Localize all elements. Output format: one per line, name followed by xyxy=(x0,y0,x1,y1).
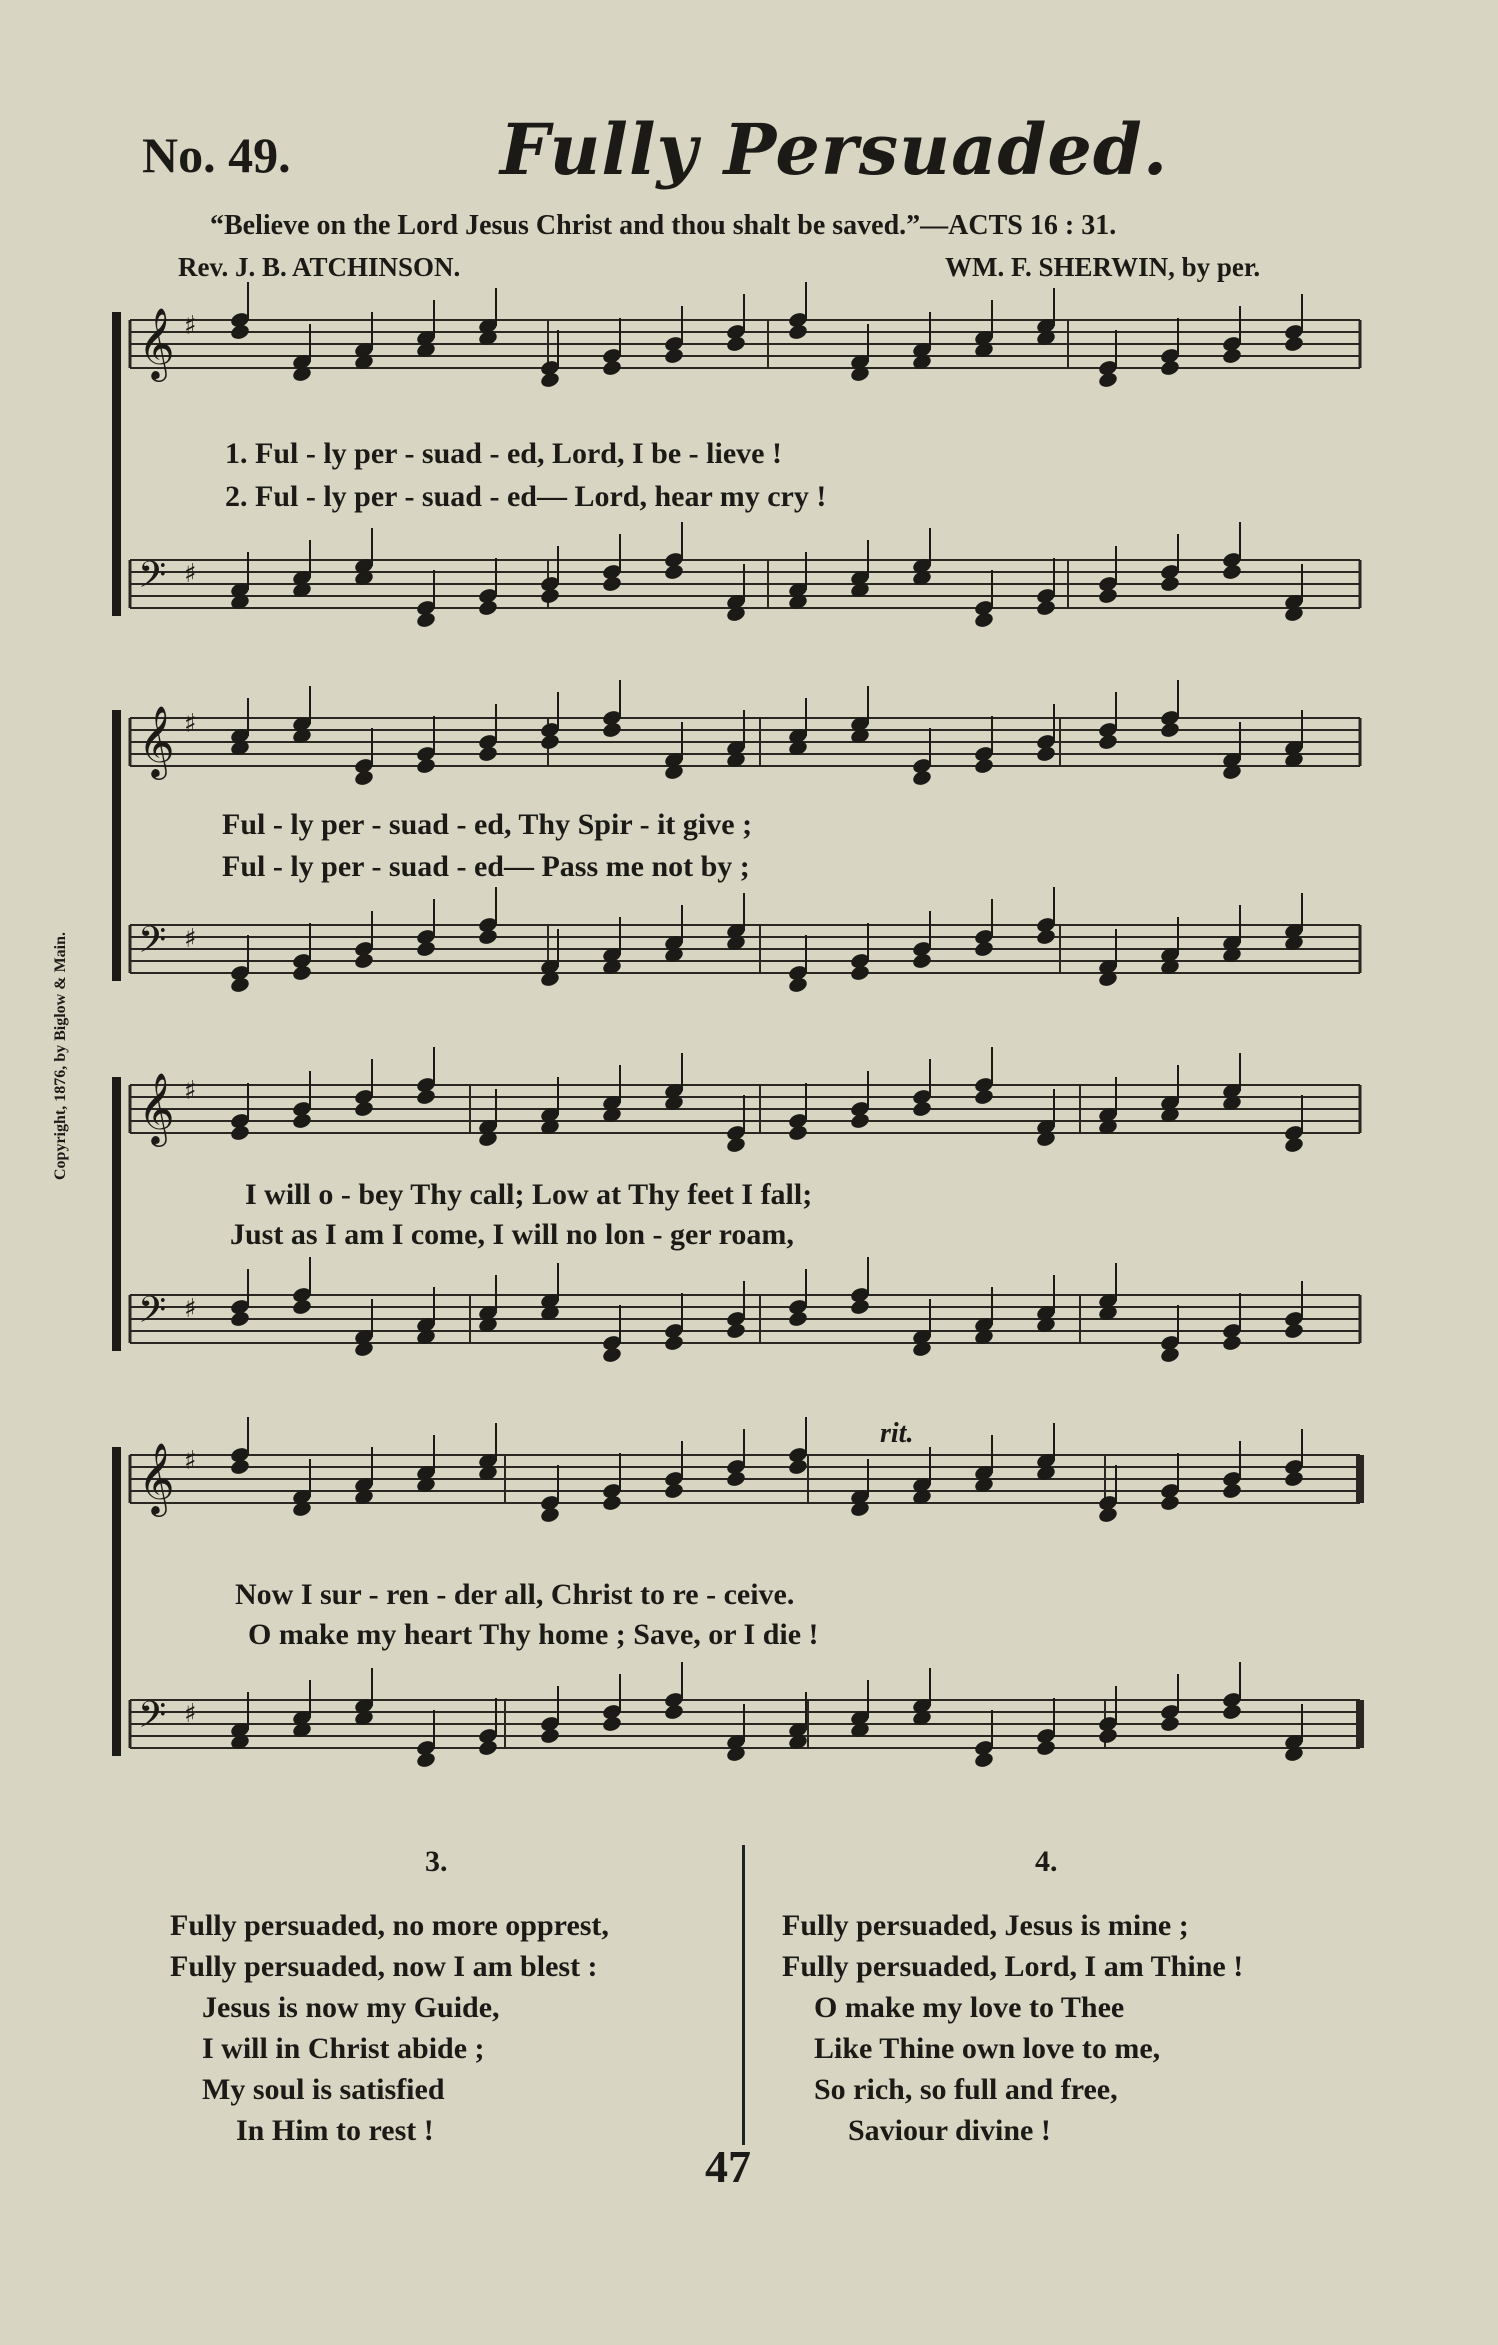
bass-clef-icon: 𝄢 xyxy=(138,1694,167,1745)
note-head xyxy=(477,928,498,946)
stanza-line: Fully persuaded, Jesus is mine ; xyxy=(782,1909,1189,1942)
scripture-reference: “Believe on the Lord Jesus Christ and thou shalt be saved.”—ACTS 16 : 31. xyxy=(210,210,1117,241)
column-divider xyxy=(742,1845,745,2145)
note-head xyxy=(663,563,684,581)
note-head xyxy=(787,323,808,341)
hymn-number: No. 49. xyxy=(142,127,291,183)
note-head xyxy=(849,1298,870,1316)
note-head xyxy=(973,940,994,958)
note-head xyxy=(477,599,498,617)
author-credit: Rev. J. B. ATCHINSON. xyxy=(178,252,461,282)
sharp-icon: ♯ xyxy=(184,311,197,341)
stanza-number: 4. xyxy=(1035,1845,1058,1878)
stanza-line: My soul is satisfied xyxy=(202,2073,445,2106)
note-head xyxy=(725,335,746,353)
note-head xyxy=(229,976,250,994)
note-head xyxy=(725,1322,746,1340)
note-head xyxy=(1283,1136,1304,1154)
note-head xyxy=(539,733,560,751)
lyric-line: Just as I am I come, I will no lon - ger roam, xyxy=(230,1218,794,1251)
stanza-line: Fully persuaded, Lord, I am Thine ! xyxy=(782,1950,1244,1983)
stanza-line: O make my love to Thee xyxy=(814,1991,1125,2024)
note-head xyxy=(601,575,622,593)
note-head xyxy=(601,359,622,377)
note-head xyxy=(229,323,250,341)
stanza-4 xyxy=(782,1905,1243,2151)
note-head xyxy=(1221,1334,1242,1352)
note-head xyxy=(477,745,498,763)
note-head xyxy=(1159,1494,1180,1512)
note-head xyxy=(229,1458,250,1476)
note-head xyxy=(353,952,374,970)
copyright-notice: Copyright, 1876, by Biglow & Main. xyxy=(52,931,69,1180)
stanza-line: Fully persuaded, now I am blest : xyxy=(170,1950,598,1983)
note-head xyxy=(725,1136,746,1154)
note-head xyxy=(973,1751,994,1769)
note-head xyxy=(601,721,622,739)
note-head xyxy=(539,1506,560,1524)
stanza-line: Like Thine own love to me, xyxy=(814,2032,1161,2065)
lyric-line: 2. Ful - ly per - suad - ed— Lord, hear my cry ! xyxy=(225,480,827,513)
stanza-number: 3. xyxy=(425,1845,448,1878)
note-head xyxy=(973,757,994,775)
note-head xyxy=(415,940,436,958)
system-brace xyxy=(112,710,121,981)
note-head xyxy=(601,1494,622,1512)
ritardando-marking: rit. xyxy=(880,1418,914,1449)
note-head xyxy=(1283,1470,1304,1488)
note-head xyxy=(787,1124,808,1142)
stanza-line: Saviour divine ! xyxy=(848,2114,1051,2147)
note-head xyxy=(1035,1739,1056,1757)
bass-clef-icon: 𝄢 xyxy=(138,554,167,605)
sharp-icon: ♯ xyxy=(184,1699,197,1729)
page-number: 47 xyxy=(705,2141,751,2192)
note-head xyxy=(911,1100,932,1118)
note-head xyxy=(1221,563,1242,581)
note-head xyxy=(291,1112,312,1130)
note-head xyxy=(663,1482,684,1500)
note-head xyxy=(229,1124,250,1142)
lyric-line: I will o - bey Thy call; Low at Thy feet I fall; xyxy=(245,1178,813,1211)
sharp-icon: ♯ xyxy=(184,559,197,589)
note-head xyxy=(353,769,374,787)
treble-clef-icon: 𝄞 xyxy=(138,306,175,379)
note-head xyxy=(1097,1506,1118,1524)
note-head xyxy=(1097,371,1118,389)
note-head xyxy=(291,964,312,982)
note-head xyxy=(973,611,994,629)
note-head xyxy=(787,1458,808,1476)
lyric-line: 1. Ful - ly per - suad - ed, Lord, I be - lieve ! xyxy=(225,437,782,470)
note-head xyxy=(787,1310,808,1328)
note-head xyxy=(973,1088,994,1106)
treble-clef-icon: 𝄞 xyxy=(138,704,175,777)
sharp-icon: ♯ xyxy=(184,1446,197,1476)
note-head xyxy=(1159,1715,1180,1733)
note-head xyxy=(1159,575,1180,593)
note-head xyxy=(787,976,808,994)
note-head xyxy=(415,1088,436,1106)
hymn-title: Fully Persuaded. xyxy=(500,108,1169,191)
lyric-line: Ful - ly per - suad - ed— Pass me not by ; xyxy=(222,850,750,883)
sharp-icon: ♯ xyxy=(184,709,197,739)
note-head xyxy=(1159,1346,1180,1364)
composer-credit: WM. F. SHERWIN, by per. xyxy=(945,252,1261,282)
note-head xyxy=(849,1112,870,1130)
system-brace xyxy=(112,312,121,616)
note-head xyxy=(601,1715,622,1733)
note-head xyxy=(539,371,560,389)
note-head xyxy=(911,769,932,787)
note-head xyxy=(1221,1482,1242,1500)
note-head xyxy=(849,964,870,982)
stanza-line: So rich, so full and free, xyxy=(814,2073,1118,2106)
system-brace xyxy=(112,1077,121,1351)
stanza-line: Jesus is now my Guide, xyxy=(202,1991,500,2024)
note-head xyxy=(415,757,436,775)
sharp-icon: ♯ xyxy=(184,1076,197,1106)
note-head xyxy=(1221,347,1242,365)
note-head xyxy=(725,1470,746,1488)
bass-clef-icon: 𝄢 xyxy=(138,1289,167,1340)
note-head xyxy=(477,1739,498,1757)
note-head xyxy=(1035,745,1056,763)
note-head xyxy=(911,952,932,970)
stanza-3 xyxy=(170,1905,609,2151)
note-head xyxy=(1159,721,1180,739)
note-head xyxy=(1283,335,1304,353)
note-head xyxy=(291,1298,312,1316)
stanza-line: Fully persuaded, no more opprest, xyxy=(170,1909,609,1942)
note-head xyxy=(415,611,436,629)
note-head xyxy=(1097,733,1118,751)
bass-clef-icon: 𝄢 xyxy=(138,919,167,970)
note-head xyxy=(539,587,560,605)
system-brace xyxy=(112,1447,121,1756)
lyric-line: O make my heart Thy home ; Save, or I die ! xyxy=(248,1618,819,1651)
note-head xyxy=(1035,599,1056,617)
treble-clef-icon: 𝄞 xyxy=(138,1071,175,1144)
note-head xyxy=(663,1334,684,1352)
sharp-icon: ♯ xyxy=(184,1294,197,1324)
note-head xyxy=(415,1751,436,1769)
note-head xyxy=(229,1310,250,1328)
treble-clef-icon: 𝄞 xyxy=(138,1441,175,1514)
note-head xyxy=(1097,587,1118,605)
stanza-line: In Him to rest ! xyxy=(236,2114,434,2147)
note-head xyxy=(601,1346,622,1364)
note-head xyxy=(1097,1727,1118,1745)
note-head xyxy=(539,1727,560,1745)
note-head xyxy=(663,347,684,365)
note-head xyxy=(1035,928,1056,946)
note-head xyxy=(663,1703,684,1721)
stanza-line: I will in Christ abide ; xyxy=(202,2032,485,2065)
lyric-line: Ful - ly per - suad - ed, Thy Spir - it give ; xyxy=(222,808,753,841)
note-head xyxy=(1283,1322,1304,1340)
lyric-line: Now I sur - ren - der all, Christ to re - ceive. xyxy=(235,1578,795,1611)
sharp-icon: ♯ xyxy=(184,924,197,954)
note-head xyxy=(1221,1703,1242,1721)
note-head xyxy=(1159,359,1180,377)
note-head xyxy=(353,1100,374,1118)
